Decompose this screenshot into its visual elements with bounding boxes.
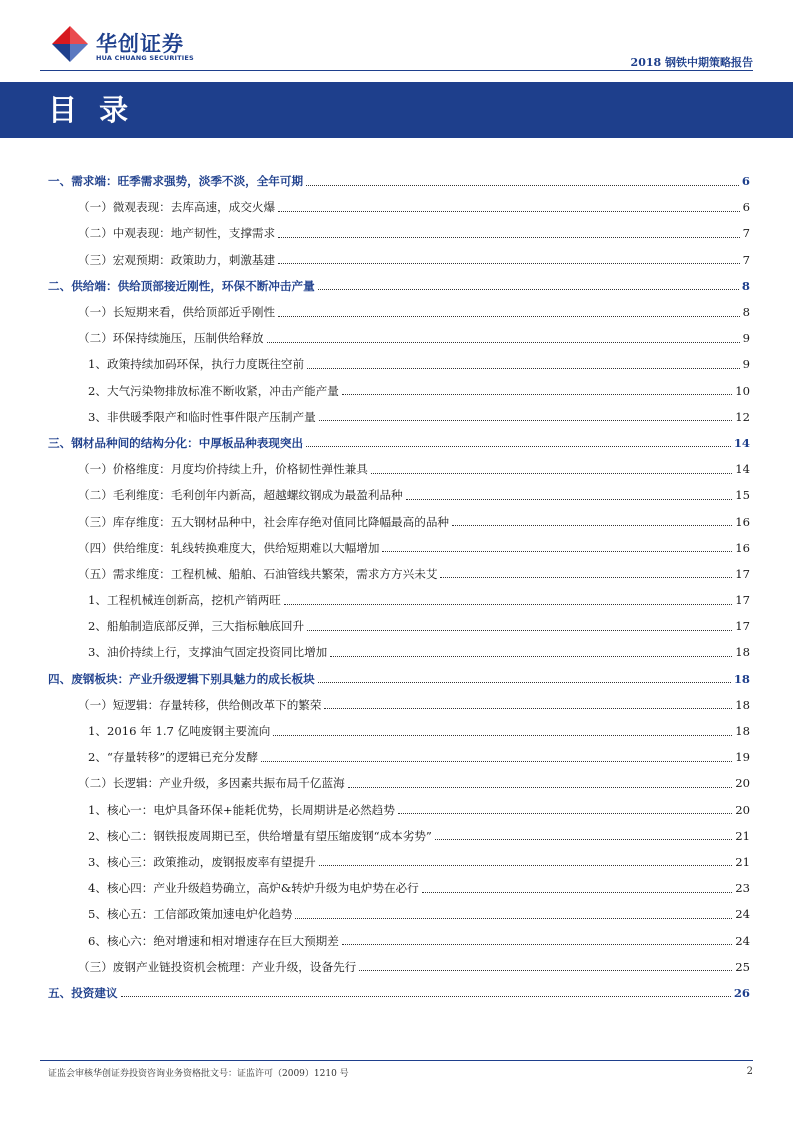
toc-entry[interactable] [48,849,750,875]
toc-entry-page: 9 [742,331,750,346]
toc-entry[interactable] [48,613,750,639]
toc-entry-title: 2、船舶制造底部反弹，三大指标触底回升 [88,619,305,634]
toc-leader-dots [342,944,732,945]
toc-entry-page: 17 [735,593,750,608]
toc-entry-title: （一）长短期来看，供给顶部近乎刚性 [78,305,276,320]
toc-entry[interactable] [48,456,750,482]
toc-leader-dots [406,499,733,500]
toc-entry-page: 6 [742,200,750,215]
toc-entry-title: 2、大气污染物排放标准不断收紧，冲击产能产量 [88,383,339,398]
toc-leader-dots [435,839,732,840]
toc-entry-title: 3、核心三：政策推动，废钢报废率有望提升 [88,854,316,869]
toc-entry[interactable] [48,744,750,770]
toc-entry[interactable] [48,639,750,665]
toc-leader-dots [319,420,733,421]
toc-leader-dots [267,342,740,343]
logo-chinese-name: 华创证券 [96,32,184,56]
toc-entry[interactable] [48,561,750,587]
toc-entry-title: 1、政策持续加码环保，执行力度既往空前 [88,357,305,372]
toc-entry[interactable] [48,168,750,194]
report-title: 2018 钢铁中期策略报告 [630,56,753,69]
toc-leader-dots [318,682,731,683]
toc-entry[interactable] [48,535,750,561]
toc-entry-page: 17 [735,619,750,634]
toc-entry-page: 10 [735,383,750,398]
toc-entry-title: 1、核心一：电炉具备环保+能耗优势，长周期讲是必然趋势 [88,802,395,817]
toc-entry-title: 2、“存量转移”的逻辑已充分发酵 [88,750,258,765]
toc-entry-title: 1、工程机械连创新高，挖机产销两旺 [88,593,281,608]
toc-entry-title: 6、核心六：绝对增速和相对增速存在巨大预期差 [88,933,339,948]
toc-entry[interactable] [48,404,750,430]
toc-entry-page: 26 [733,985,750,1000]
toc-entry[interactable] [48,666,750,692]
toc-entry-title: 三、钢材品种间的结构分化：中厚板品种表现突出 [48,435,304,450]
toc-entry-page: 16 [735,514,750,529]
toc-entry-page: 8 [741,278,750,293]
toc-leader-dots [295,918,732,919]
toc-entry[interactable] [48,875,750,901]
toc-leader-dots [342,394,732,395]
toc-entry[interactable] [48,430,750,456]
toc-entry-title: 5、核心五：工信部政策加速电炉化趋势 [88,907,293,922]
toc-entry-title: 3、油价持续上行，支撑油气固定投资同比增加 [88,645,328,660]
toc-entry-page: 9 [742,357,750,372]
toc-entry-title: （二）毛利维度：毛利创年内新高，超越螺纹钢成为最盈利品种 [78,488,403,503]
toc-entry-page: 8 [742,305,750,320]
toc-leader-dots [422,892,733,893]
toc-entry-title: （三）库存维度：五大钢材品种中，社会库存绝对值同比降幅最高的品种 [78,514,450,529]
toc-entry-page: 17 [735,566,750,581]
toc-entry-page: 20 [735,776,750,791]
toc-leader-dots [306,446,731,447]
toc-entry-page: 7 [742,252,750,267]
toc-entry[interactable] [48,273,750,299]
toc-entry[interactable] [48,247,750,273]
toc-entry[interactable] [48,954,750,980]
toc-entry[interactable] [48,823,750,849]
toc-entry-title: 1、2016 年 1.7 亿吨废钢主要流向 [88,724,271,739]
footer-disclaimer: 证监会审核华创证券投资咨询业务资格批文号：证监许可（2009）1210 号 [48,1069,349,1079]
toc-heading: 目 录 [48,93,135,127]
toc-entry-page: 21 [735,854,750,869]
toc-entry-page: 23 [735,881,750,896]
logo-english-name: HUA CHUANG SECURITIES [96,54,194,62]
page-number: 2 [746,1066,753,1077]
toc-leader-dots [121,996,731,997]
toc-entry[interactable] [48,299,750,325]
toc-entry-page: 24 [735,933,750,948]
toc-entry[interactable] [48,797,750,823]
toc-entry[interactable] [48,482,750,508]
toc-entry-title: （二）长逻辑：产业升级，多因素共振布局千亿蓝海 [78,776,345,791]
toc-banner [0,82,793,138]
toc-entry-page: 14 [733,435,750,450]
footer-divider [40,1060,753,1061]
toc-entry-title: （二）环保持续施压，压制供给释放 [78,331,264,346]
toc-entry[interactable] [48,692,750,718]
toc-entry[interactable] [48,587,750,613]
toc-entry-title: 2、核心二：钢铁报废周期已至，供给增量有望压缩废钢“成本劣势” [88,828,432,843]
toc-entry-title: （三）宏观预期：政策助力，刺激基建 [78,252,276,267]
toc-entry-page: 25 [735,959,750,974]
toc-entry-page: 15 [735,488,750,503]
toc-entry-title: （四）供给维度：轧线转换难度大，供给短期难以大幅增加 [78,540,380,555]
toc-entry-page: 6 [741,174,750,189]
toc-entry-title: （一）价格维度：月度均价持续上升，价格韧性弹性兼具 [78,462,368,477]
toc-leader-dots [273,735,732,736]
toc-entry-title: （五）需求维度：工程机械、船舶、石油管线共繁荣，需求方方兴未艾 [78,566,438,581]
toc-entry-page: 18 [735,697,750,712]
toc-entry-title: （二）中观表现：地产韧性，支撑需求 [78,226,276,241]
toc-entry[interactable] [48,927,750,953]
toc-entry-title: 二、供给端：供给顶部接近刚性，环保不断冲击产量 [48,278,315,293]
toc-leader-dots [306,185,739,186]
toc-leader-dots [278,263,740,264]
toc-entry[interactable] [48,508,750,534]
toc-entry-page: 12 [735,409,750,424]
toc-leader-dots [371,473,732,474]
toc-leader-dots [261,761,732,762]
toc-entry-page: 14 [735,462,750,477]
toc-entry-page: 19 [735,750,750,765]
toc-entry-page: 21 [735,828,750,843]
toc-leader-dots [324,708,732,709]
toc-entry-page: 20 [735,802,750,817]
toc-entry-title: （三）废钢产业链投资机会梳理：产业升级，设备先行 [78,959,357,974]
toc-entry-title: 四、废钢板块：产业升级逻辑下别具魅力的成长板块 [48,671,315,686]
toc-entry[interactable] [48,220,750,246]
toc-entry[interactable] [48,718,750,744]
toc-entry-page: 7 [742,226,750,241]
table-of-contents [48,168,750,1006]
toc-entry[interactable] [48,378,750,404]
toc-leader-dots [278,316,740,317]
toc-leader-dots [330,656,732,657]
toc-leader-dots [319,865,733,866]
toc-leader-dots [284,604,732,605]
toc-entry[interactable] [48,325,750,351]
toc-entry-title: （一）短逻辑：存量转移，供给侧改革下的繁荣 [78,697,322,712]
toc-entry[interactable] [48,901,750,927]
toc-entry-title: （一）微观表现：去库高速，成交火爆 [78,200,276,215]
toc-entry-page: 18 [733,671,750,686]
logo-mark-icon [50,24,90,64]
toc-entry-title: 3、非供暖季限产和临时性事件限产压制产量 [88,409,316,424]
toc-leader-dots [307,368,740,369]
header-divider [40,70,753,71]
toc-leader-dots [278,237,740,238]
toc-entry-page: 18 [735,645,750,660]
toc-entry-page: 16 [735,540,750,555]
toc-entry[interactable] [48,770,750,796]
toc-entry-title: 一、需求端：旺季需求强势，淡季不淡，全年可期 [48,174,304,189]
toc-leader-dots [278,211,740,212]
toc-leader-dots [318,289,739,290]
company-logo [50,24,200,68]
toc-entry-title: 五、投资建议 [48,985,118,1000]
toc-entry[interactable] [48,194,750,220]
toc-entry[interactable] [48,351,750,377]
toc-leader-dots [307,630,732,631]
toc-entry-page: 18 [735,724,750,739]
toc-leader-dots [348,787,733,788]
toc-leader-dots [382,551,732,552]
toc-entry-title: 4、核心四：产业升级趋势确立，高炉&转炉升级为电炉势在必行 [88,881,419,896]
toc-leader-dots [440,577,732,578]
toc-leader-dots [359,970,732,971]
toc-entry[interactable] [48,980,750,1006]
toc-entry-page: 24 [735,907,750,922]
toc-leader-dots [398,813,732,814]
toc-leader-dots [452,525,732,526]
